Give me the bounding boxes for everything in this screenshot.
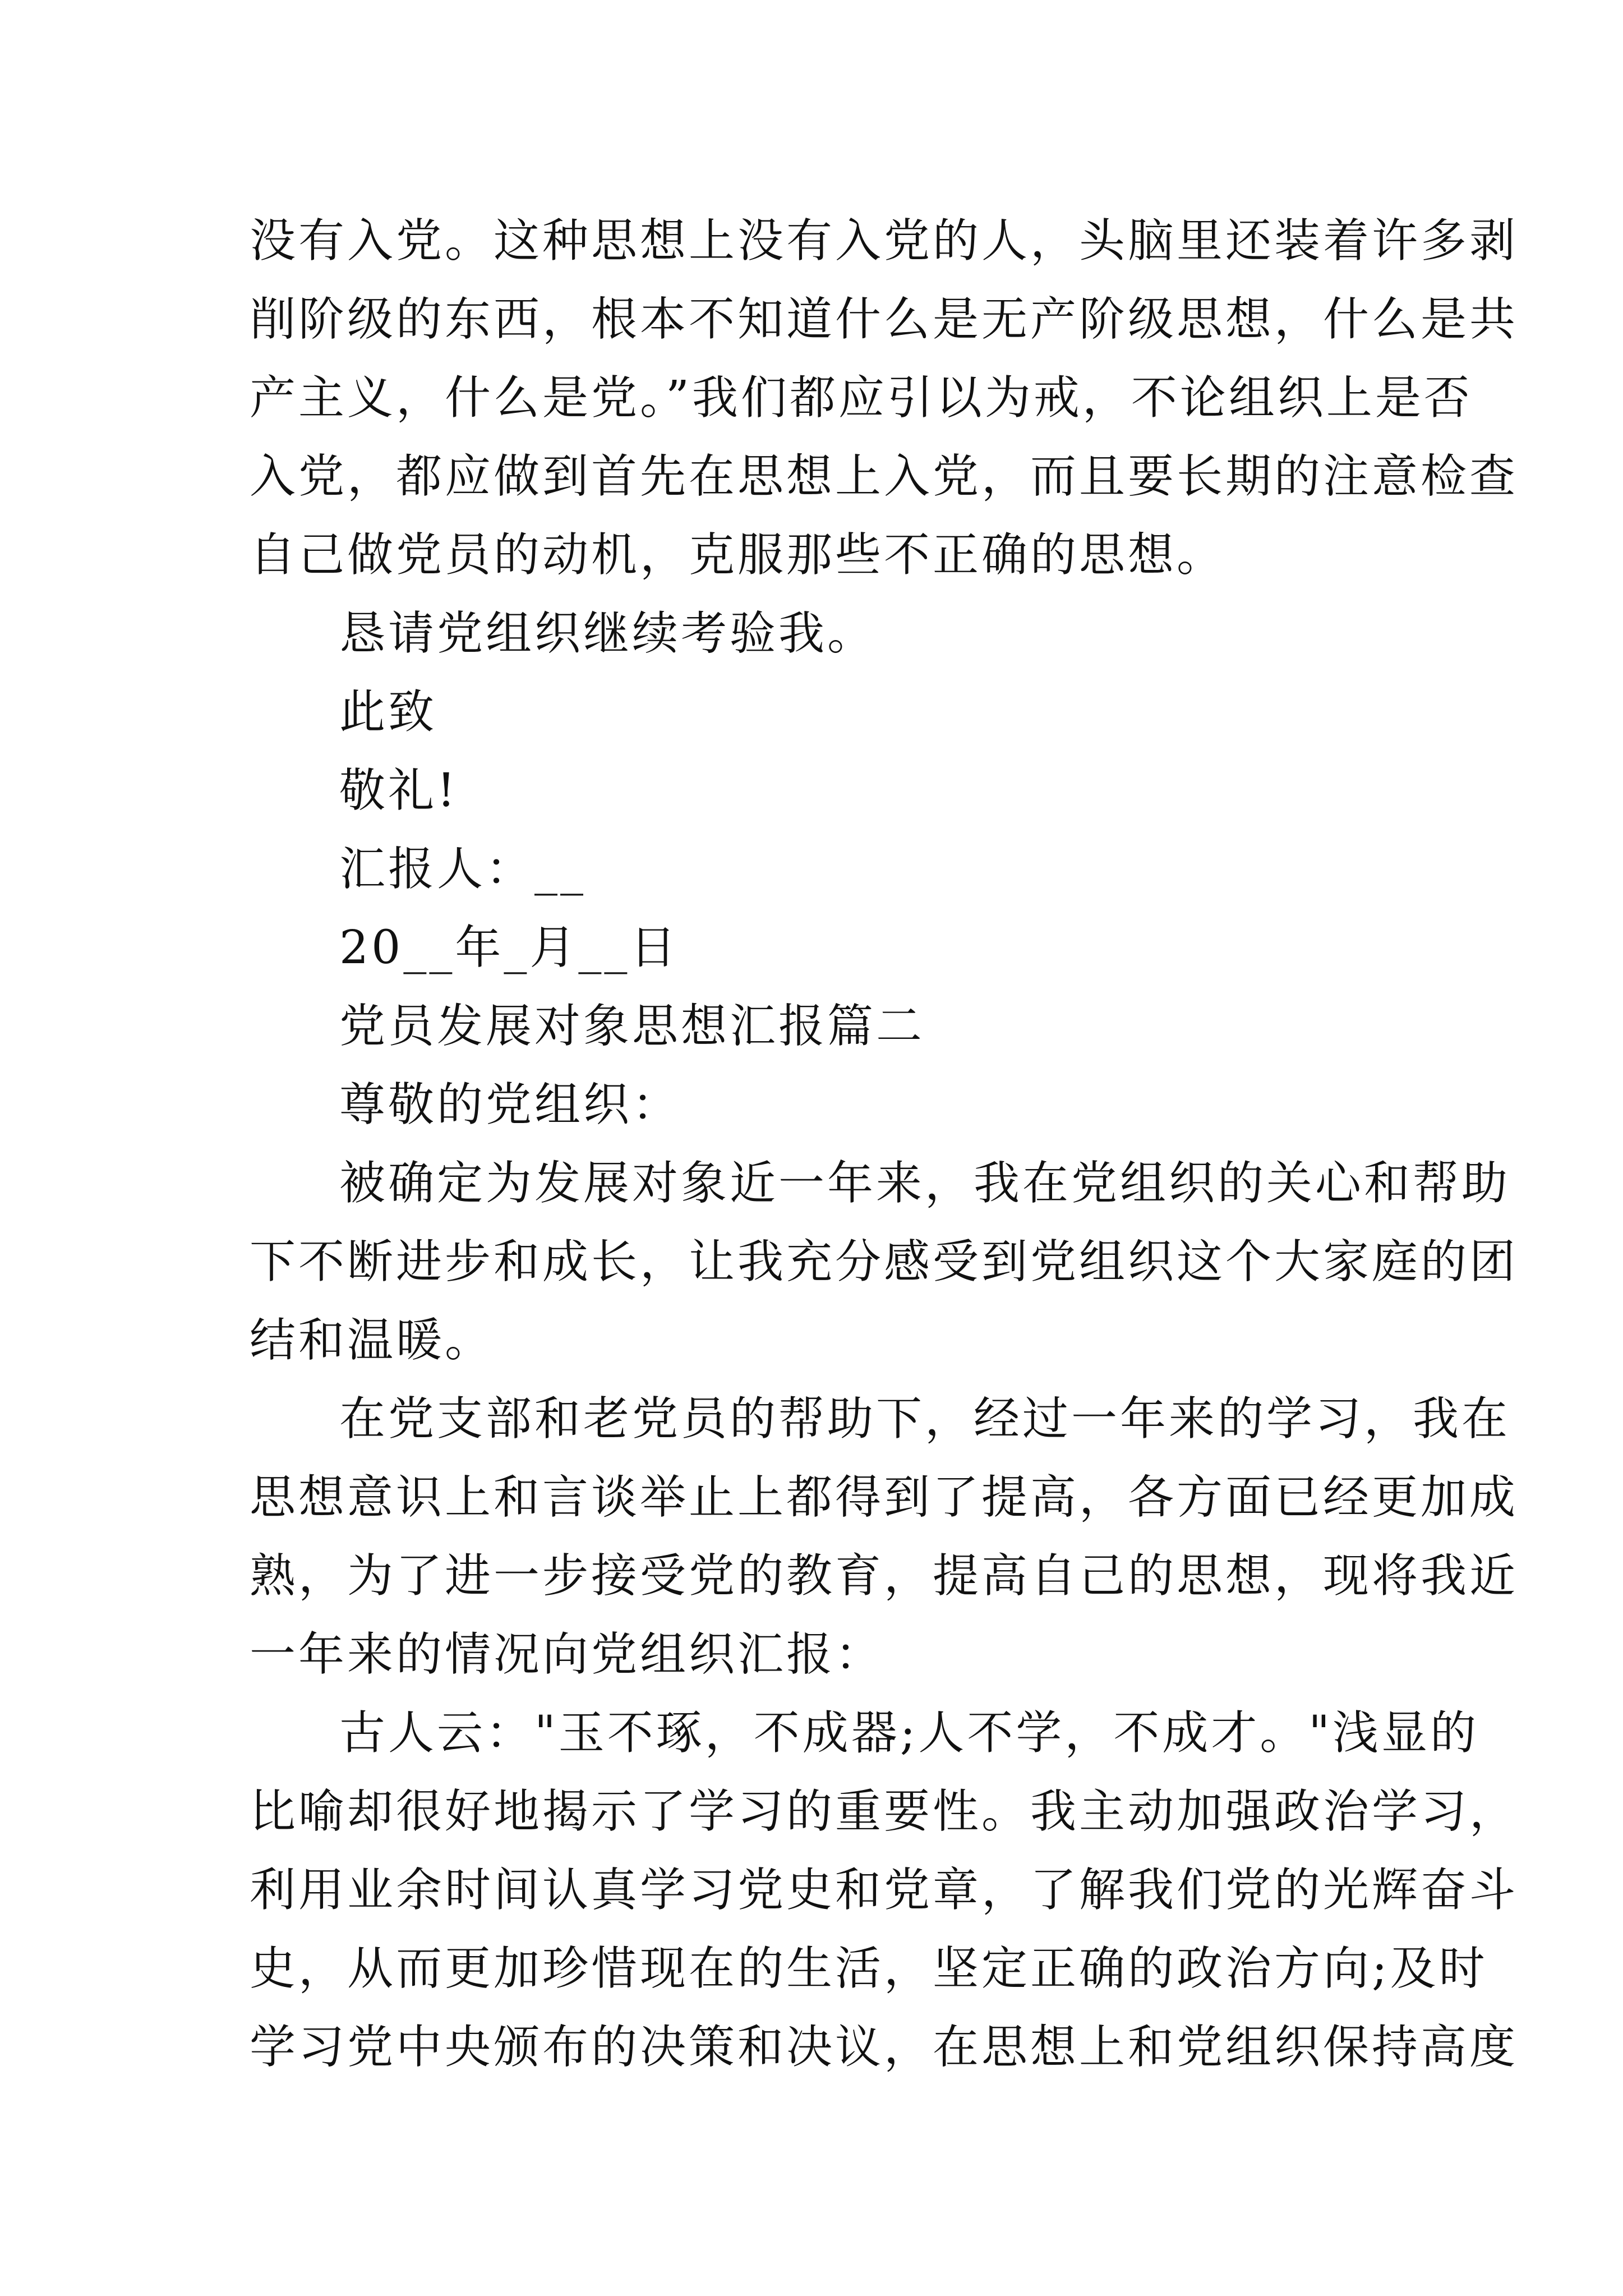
- closing-salutation: 敬礼!: [339, 764, 458, 817]
- text-line: 熟，为了进一步接受党的教育，提高自己的思想，现将我近: [250, 1549, 1519, 1603]
- date-field: 20__年_月__日: [339, 921, 679, 974]
- text-line: 产主义，什么是党。”我们都应引以为戒，不论组织上是否: [250, 371, 1473, 425]
- text-line: 没有入党。这种思想上没有入党的人，头脑里还装着许多剥: [250, 214, 1519, 268]
- text-line: 削阶级的东西，根本不知道什么是无产阶级思想，什么是共: [250, 293, 1519, 346]
- text-line: 思想意识上和言谈举止上都得到了提高，各方面已经更加成: [250, 1471, 1519, 1524]
- document-body: [250, 202, 1519, 2087]
- text-line: 利用业余时间认真学习党史和党章，了解我们党的光辉奋斗: [250, 1864, 1519, 1917]
- text-line: 史，从而更加珍惜现在的生活，坚定正确的政治方向;及时: [250, 1942, 1488, 1995]
- text-line: 被确定为发展对象近一年来，我在党组织的关心和帮助: [339, 1157, 1511, 1210]
- text-line: 在党支部和老党员的帮助下，经过一年来的学习，我在: [339, 1392, 1511, 1446]
- text-line: 结和温暖。: [250, 1314, 494, 1367]
- closing-salutation: 此致: [339, 685, 437, 739]
- greeting: 尊敬的党组织：: [339, 1078, 681, 1131]
- text-line: 学习党中央颁布的决策和决议，在思想上和党组织保持高度: [250, 2021, 1519, 2074]
- text-line: 入党，都应做到首先在思想上入党，而且要长期的注意检查: [250, 450, 1519, 503]
- text-line: 比喻却很好地揭示了学习的重要性。我主动加强政治学习，: [250, 1785, 1519, 1838]
- text-line: 下不断进步和成长，让我充分感受到党组织这个大家庭的团: [250, 1235, 1519, 1289]
- reporter-field: 汇报人：__: [339, 843, 587, 896]
- text-line: 一年来的情况向党组织汇报：: [250, 1628, 884, 1681]
- text-line: 自己做党员的动机，克服那些不正确的思想。: [250, 528, 1226, 582]
- text-line: 恳请党组织继续考验我。: [339, 607, 877, 660]
- text-line: 古人云："玉不琢，不成器;人不学，不成才。"浅显的: [339, 1706, 1479, 1760]
- section-title: 党员发展对象思想汇报篇二: [339, 1000, 925, 1053]
